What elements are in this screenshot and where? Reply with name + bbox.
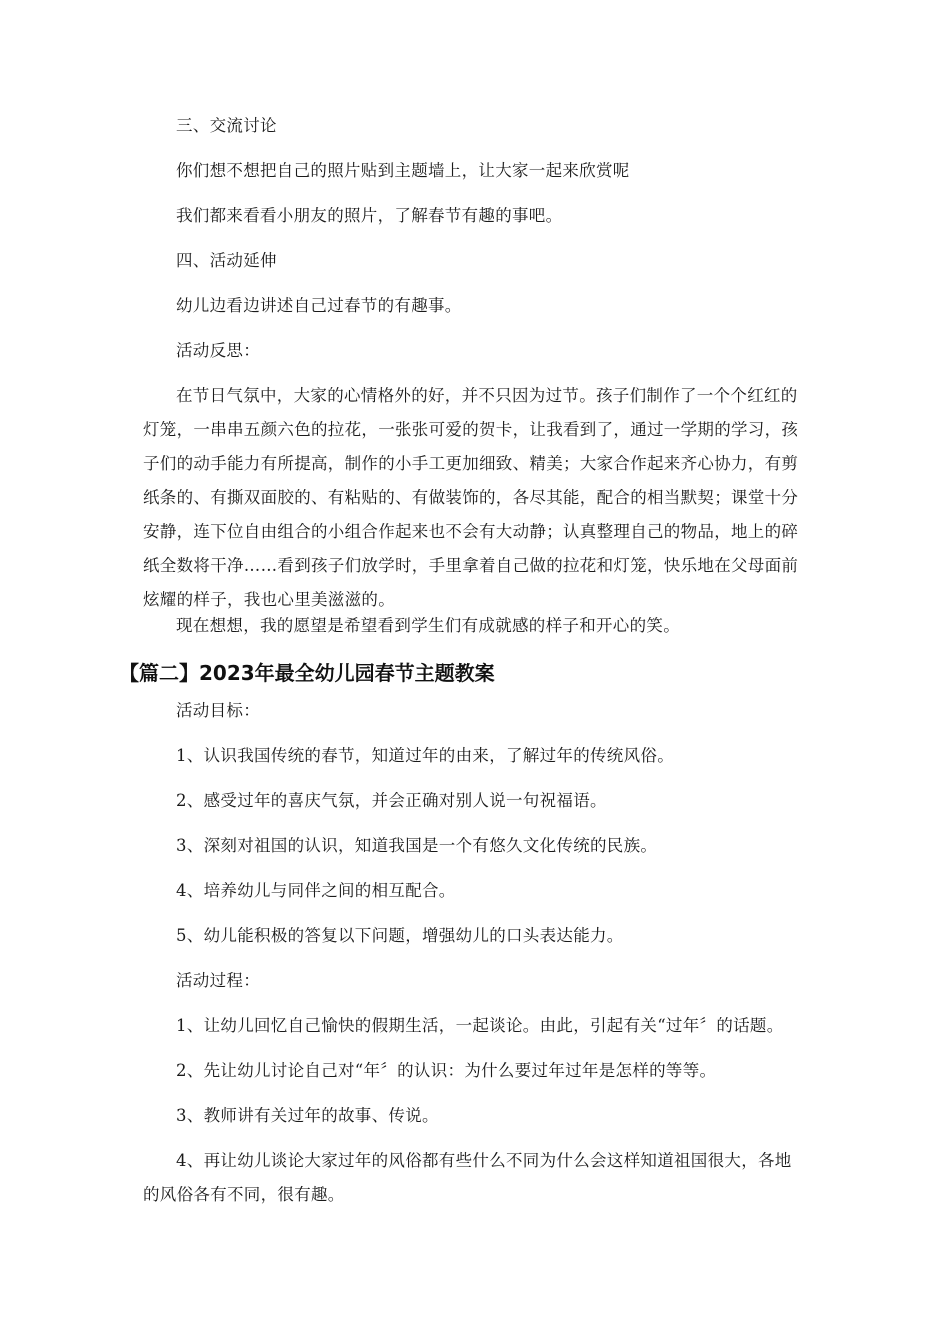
- goals-label: 活动目标：: [176, 701, 260, 720]
- process-label: 活动过程：: [176, 971, 260, 990]
- section-heading-extension: 四、活动延伸: [176, 251, 277, 270]
- list-item: 5、幼儿能积极的答复以下问题，增强幼儿的口头表达能力。: [176, 926, 624, 945]
- reflection-label: 活动反思：: [176, 341, 260, 360]
- paragraph: 幼儿边看边讲述自己过春节的有趣事。: [176, 296, 462, 315]
- list-item: 2、先让幼儿讨论自己对“年〞的认识：为什么要过年过年是怎样的等等。: [176, 1061, 717, 1080]
- paragraph: 你们想不想把自己的照片贴到主题墙上，让大家一起来欣赏呢: [176, 161, 630, 180]
- list-item: 3、教师讲有关过年的故事、传说。: [176, 1106, 439, 1125]
- list-item: 3、深刻对祖国的认识，知道我国是一个有悠久文化传统的民族。: [176, 836, 658, 855]
- list-item: 1、认识我国传统的春节，知道过年的由来，了解过年的传统风俗。: [176, 746, 674, 765]
- reflection-paragraph: 在节日气氛中，大家的心情格外的好，并不只因为过节。孩子们制作了一个个红红的灯笼，一串串五颜六色的拉花，一张张可爱的贺卡，让我看到了，通过一学期的学习，孩子们的动手能力有所提高，制作的小手工更加细致、精美；大家合作起来齐心协力，有剪纸条的、有撕双面胶的、有粘贴的、有做装饰的，各尽其能，配合的相当默契；课堂十分安静，连下位自由组合的小组合作起来也不会有大动静；认真整理自己的物品，地上的碎纸全数将干净……看到孩子们放学时，手里拿着自己做的拉花和灯笼，快乐地在父母面前炫耀的样子，我也心里美滋滋的。: [143, 386, 799, 609]
- list-item: 4、培养幼儿与同伴之间的相互配合。: [176, 881, 456, 900]
- list-item: 4、再让幼儿谈论大家过年的风俗都有些什么不同为什么会这样知道祖国很大，各地的风俗各有不同，很有趣。: [143, 1151, 792, 1204]
- paragraph: 我们都来看看小朋友的照片，了解春节有趣的事吧。: [176, 206, 563, 225]
- list-item: 1、让幼儿回忆自己愉快的假期生活，一起谈论。由此，引起有关“过年〞的话题。: [176, 1016, 784, 1035]
- paragraph: 现在想想，我的愿望是希望看到学生们有成就感的样子和开心的笑。: [176, 616, 680, 635]
- part-two-title: 【篇二】2023年最全幼儿园春节主题教案: [119, 661, 495, 685]
- list-item: 2、感受过年的喜庆气氛，并会正确对别人说一句祝福语。: [176, 791, 607, 810]
- section-heading-discussion: 三、交流讨论: [176, 116, 277, 135]
